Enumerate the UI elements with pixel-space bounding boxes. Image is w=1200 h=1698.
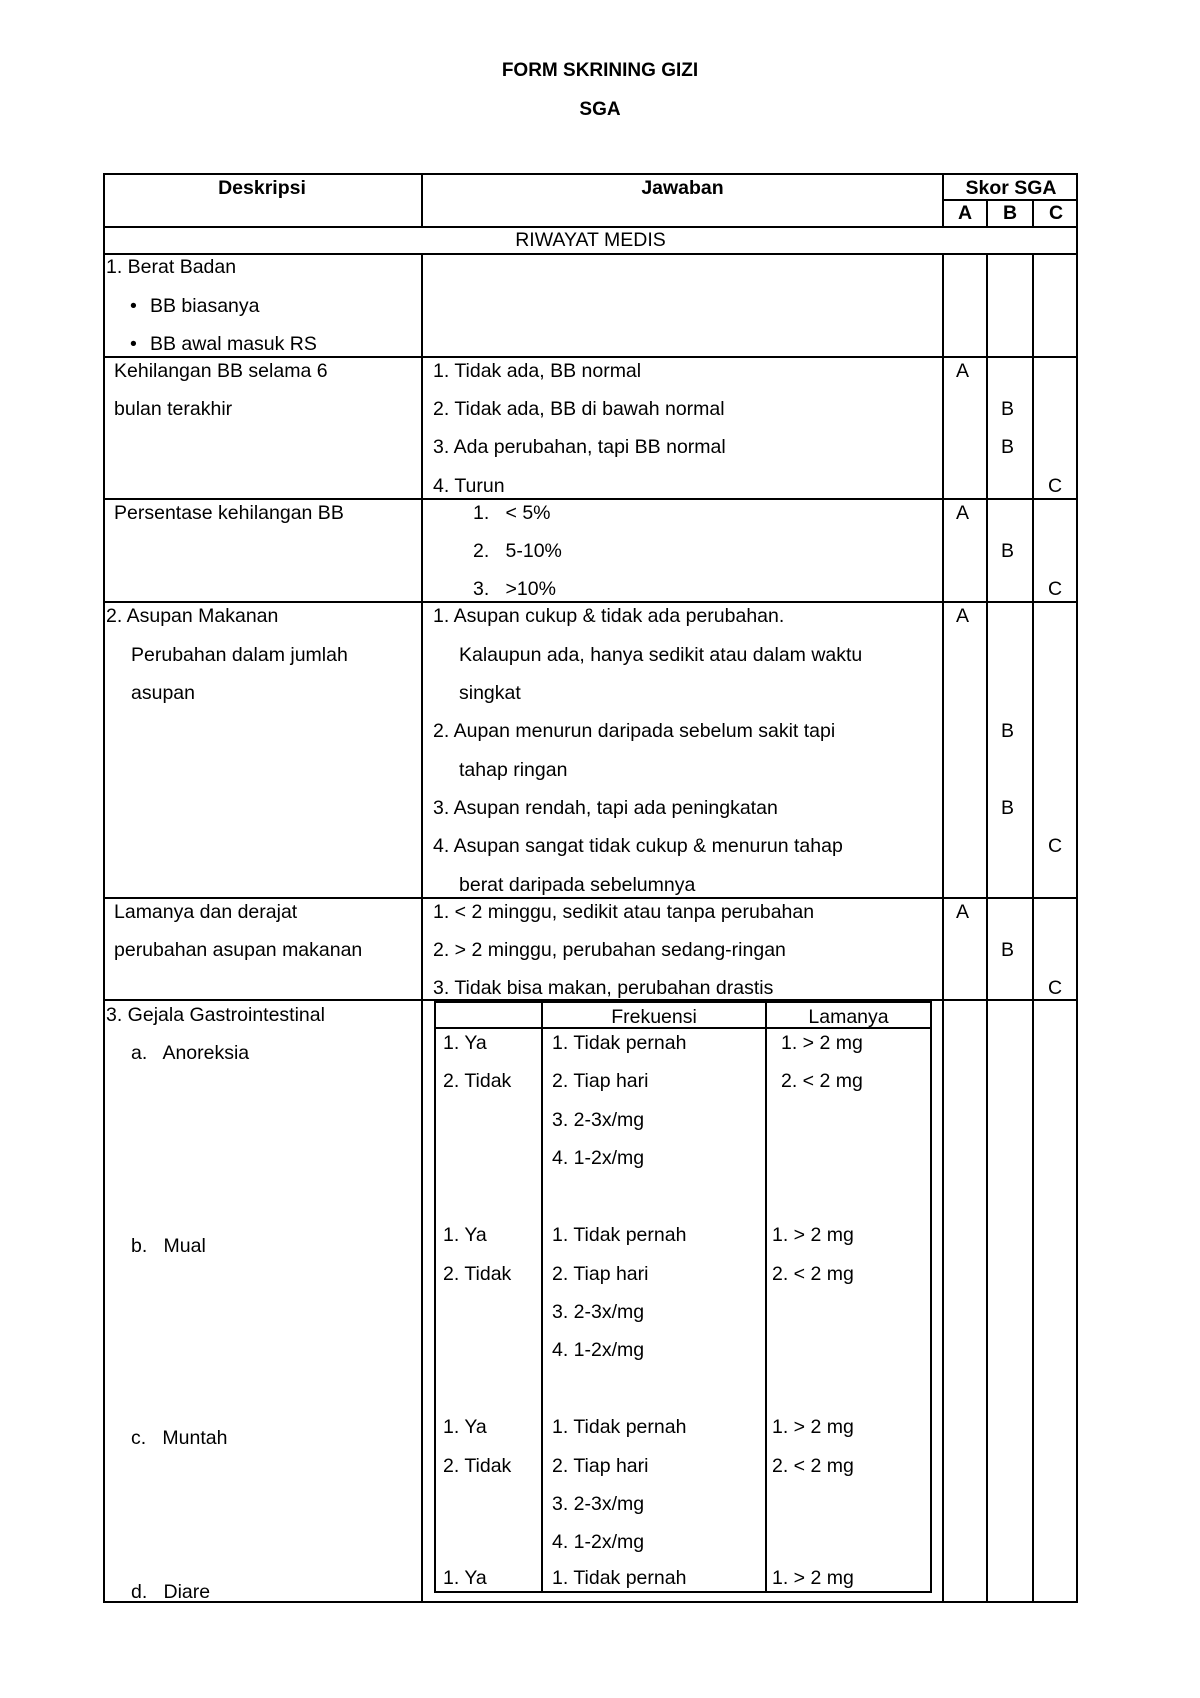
header-score-a: A bbox=[957, 202, 973, 224]
lamanya-answer: 2. > 2 minggu, perubahan sedang-ringan bbox=[433, 939, 786, 961]
lama-option: 2. < 2 mg bbox=[772, 1455, 854, 1477]
form-title: FORM SKRINING GIZI bbox=[501, 60, 699, 81]
frek-option: 1. Tidak pernah bbox=[552, 1416, 687, 1438]
inner-header-frekuensi: Frekuensi bbox=[611, 1006, 697, 1028]
asupan-answer: berat daripada sebelumnya bbox=[459, 874, 696, 896]
lama-option: 1. > 2 mg bbox=[781, 1032, 863, 1054]
kehilangan-label: Kehilangan BB selama 6 bbox=[114, 360, 328, 382]
header-score-b: B bbox=[1002, 202, 1018, 224]
gejala-item-label: b. Mual bbox=[131, 1235, 206, 1257]
kehilangan-answer: 1. Tidak ada, BB normal bbox=[433, 360, 642, 382]
inner-col-divider bbox=[541, 1001, 543, 1593]
score-b: B bbox=[1001, 436, 1015, 458]
inner-header-lamanya: Lamanya bbox=[808, 1006, 889, 1028]
asupan-answer: tahap ringan bbox=[459, 759, 568, 781]
score-c: C bbox=[1048, 835, 1063, 857]
score-a: A bbox=[956, 901, 970, 923]
score-c: C bbox=[1048, 475, 1063, 497]
col-divider bbox=[1032, 253, 1034, 1603]
bullet-icon: • bbox=[130, 333, 137, 355]
berat-badan-label: 1. Berat Badan bbox=[106, 256, 237, 278]
frek-option: 1. Tidak pernah bbox=[552, 1032, 687, 1054]
frek-option: 4. 1-2x/mg bbox=[552, 1531, 645, 1553]
asupan-answer: 2. Aupan menurun daripada sebelum sakit tapi bbox=[433, 720, 836, 742]
asupan-answer: 1. Asupan cukup & tidak ada perubahan. bbox=[433, 605, 785, 627]
asupan-answer: Kalaupun ada, hanya sedikit atau dalam waktu bbox=[459, 644, 863, 666]
ya-option: 1. Ya bbox=[443, 1567, 487, 1589]
asupan-label: asupan bbox=[131, 682, 195, 704]
ya-option: 1. Ya bbox=[443, 1224, 487, 1246]
asupan-answer: singkat bbox=[459, 682, 521, 704]
frek-option: 3. 2-3x/mg bbox=[552, 1301, 645, 1323]
header-jawaban: Jawaban bbox=[641, 177, 724, 199]
asupan-answer: 3. Asupan rendah, tapi ada peningkatan bbox=[433, 797, 778, 819]
row-divider bbox=[103, 356, 1078, 358]
score-b: B bbox=[1001, 398, 1015, 420]
persentase-answer: 2. 5-10% bbox=[473, 540, 562, 562]
persentase-answer: 3. >10% bbox=[473, 578, 556, 600]
lamanya-label: Lamanya dan derajat bbox=[114, 901, 298, 923]
frek-option: 1. Tidak pernah bbox=[552, 1224, 687, 1246]
bullet-icon: • bbox=[130, 295, 137, 317]
gejala-item-label: d. Diare bbox=[131, 1581, 211, 1603]
frek-option: 2. Tiap hari bbox=[552, 1263, 649, 1285]
header-skor-sga: Skor SGA bbox=[965, 177, 1057, 199]
bb-awal-label: BB awal masuk RS bbox=[150, 333, 317, 355]
frek-option: 1. Tidak pernah bbox=[552, 1567, 687, 1589]
col-divider bbox=[942, 253, 944, 1603]
lama-option: 2. < 2 mg bbox=[772, 1263, 854, 1285]
kehilangan-answer: 2. Tidak ada, BB di bawah normal bbox=[433, 398, 725, 420]
gejala-item-label: a. Anoreksia bbox=[131, 1042, 250, 1064]
lama-option: 1. > 2 mg bbox=[772, 1416, 854, 1438]
frek-option: 3. 2-3x/mg bbox=[552, 1493, 645, 1515]
col-divider bbox=[986, 253, 988, 1603]
score-a: A bbox=[956, 360, 970, 382]
score-a: A bbox=[956, 502, 970, 524]
row-divider bbox=[103, 253, 1078, 255]
row-divider bbox=[103, 498, 1078, 500]
kehilangan-answer: 3. Ada perubahan, tapi BB normal bbox=[433, 436, 726, 458]
inner-col-divider bbox=[765, 1001, 767, 1593]
gejala-label: 3. Gejala Gastrointestinal bbox=[106, 1004, 325, 1026]
lamanya-answer: 1. < 2 minggu, sedikit atau tanpa perubahan bbox=[433, 901, 815, 923]
score-b: B bbox=[1001, 797, 1015, 819]
asupan-label: 2. Asupan Makanan bbox=[106, 605, 279, 627]
kehilangan-label: bulan terakhir bbox=[114, 398, 233, 420]
frek-option: 4. 1-2x/mg bbox=[552, 1147, 645, 1169]
score-b: B bbox=[1001, 540, 1015, 562]
lamanya-answer: 3. Tidak bisa makan, perubahan drastis bbox=[433, 977, 774, 999]
score-c: C bbox=[1048, 578, 1063, 600]
lama-option: 1. > 2 mg bbox=[772, 1567, 854, 1589]
row-divider bbox=[103, 897, 1078, 899]
bb-biasanya-label: BB biasanya bbox=[150, 295, 260, 317]
lama-option: 2. < 2 mg bbox=[781, 1070, 863, 1092]
row-divider bbox=[103, 601, 1078, 603]
frek-option: 3. 2-3x/mg bbox=[552, 1109, 645, 1131]
asupan-label: Perubahan dalam jumlah bbox=[131, 644, 348, 666]
kehilangan-answer: 4. Turun bbox=[433, 475, 505, 497]
score-b: B bbox=[1001, 939, 1015, 961]
form-subtitle: SGA bbox=[579, 99, 621, 120]
ya-option: 1. Ya bbox=[443, 1032, 487, 1054]
persentase-answer: 1. < 5% bbox=[473, 502, 551, 524]
gejala-item-label: c. Muntah bbox=[131, 1427, 228, 1449]
section-riwayat-medis: RIWAYAT MEDIS bbox=[515, 229, 666, 251]
header-score-c: C bbox=[1048, 202, 1064, 224]
ya-option: 1. Ya bbox=[443, 1416, 487, 1438]
score-a: A bbox=[956, 605, 970, 627]
score-c: C bbox=[1048, 977, 1063, 999]
frek-option: 2. Tiap hari bbox=[552, 1455, 649, 1477]
frek-option: 4. 1-2x/mg bbox=[552, 1339, 645, 1361]
score-b: B bbox=[1001, 720, 1015, 742]
ya-option: 2. Tidak bbox=[443, 1455, 512, 1477]
frek-option: 2. Tiap hari bbox=[552, 1070, 649, 1092]
ya-option: 2. Tidak bbox=[443, 1070, 512, 1092]
ya-option: 2. Tidak bbox=[443, 1263, 512, 1285]
asupan-answer: 4. Asupan sangat tidak cukup & menurun tahap bbox=[433, 835, 843, 857]
col-divider bbox=[421, 253, 423, 1603]
header-deskripsi: Deskripsi bbox=[218, 177, 306, 199]
lamanya-label: perubahan asupan makanan bbox=[114, 939, 363, 961]
persentase-label: Persentase kehilangan BB bbox=[114, 502, 344, 524]
lama-option: 1. > 2 mg bbox=[772, 1224, 854, 1246]
